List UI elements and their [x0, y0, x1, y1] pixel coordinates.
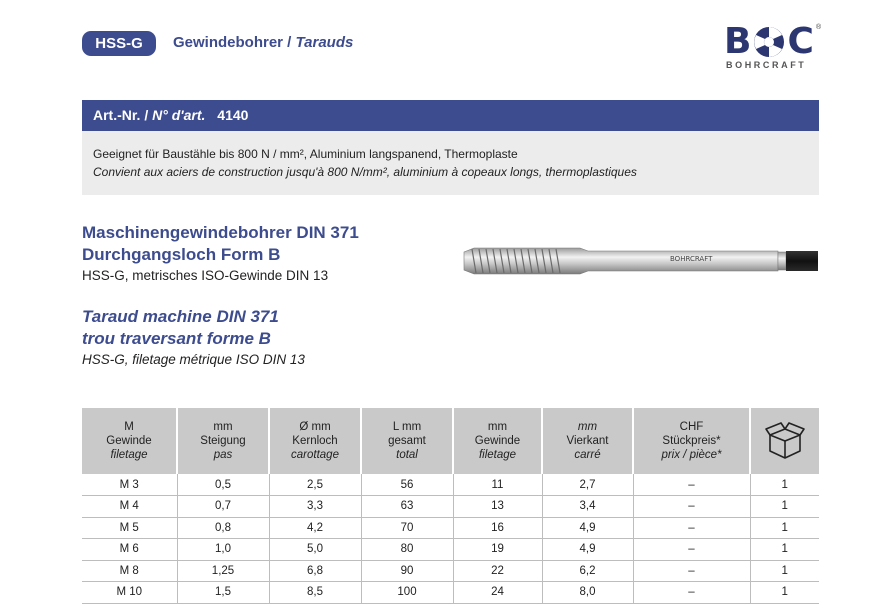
table-row: [82, 474, 819, 496]
cell-thread-size: M 6: [82, 539, 177, 561]
cell-pack-qty: 1: [750, 474, 819, 496]
cell-thread-size: M 4: [82, 496, 177, 518]
cell-total-length: 56: [361, 474, 453, 496]
cell-square: 6,2: [542, 560, 633, 582]
cell-pitch: 1,25: [177, 560, 269, 582]
article-label-de: Art.-Nr. /: [93, 107, 149, 123]
article-label-fr: N° d'art.: [152, 107, 206, 123]
cell-pitch: 1,5: [177, 582, 269, 604]
material-badge: HSS-G: [82, 31, 156, 56]
title-de: Gewindebohrer /: [173, 34, 292, 51]
cell-thread-size: M 3: [82, 474, 177, 496]
header-price: CHF Stückpreis* prix / pièce*: [633, 408, 750, 474]
cell-total-length: 80: [361, 539, 453, 561]
registered-mark: ®: [816, 24, 822, 31]
cell-price: –: [633, 582, 750, 604]
product-title-de: [82, 222, 359, 286]
cell-core-hole: 8,5: [269, 582, 361, 604]
cell-core-hole: 6,8: [269, 560, 361, 582]
product-fr-line2: trou traversant forme B: [82, 329, 271, 348]
description-fr: Convient aux aciers de construction jusqu'à 800 N/mm², aluminium à copeaux longs, thermoplastiques: [93, 165, 637, 179]
product-de-line2: Durchgangsloch Form B: [82, 245, 281, 264]
cell-core-hole: 4,2: [269, 517, 361, 539]
cell-total-length: 63: [361, 496, 453, 518]
cell-square: 2,7: [542, 474, 633, 496]
cell-pitch: 1,0: [177, 539, 269, 561]
header-square: mm Vierkant carré: [542, 408, 633, 474]
cell-thread-length: 22: [453, 560, 542, 582]
cell-thread-size: M 10: [82, 582, 177, 604]
cell-pack-qty: 1: [750, 539, 819, 561]
cell-square: 8,0: [542, 582, 633, 604]
header-thread-size: M Gewinde filetage: [82, 408, 177, 474]
bohrcraft-logo: [724, 22, 824, 74]
table-row: [82, 560, 819, 582]
table-row: [82, 496, 819, 518]
logo-subtitle: BOHRCRAFT: [726, 60, 807, 70]
description-de: Geeignet für Baustähle bis 800 N / mm², Aluminium langspanend, Thermoplaste: [93, 147, 518, 161]
cell-pack-qty: 1: [750, 517, 819, 539]
cell-price: –: [633, 496, 750, 518]
cell-pitch: 0,7: [177, 496, 269, 518]
product-fr-line3: HSS-G, filetage métrique ISO DIN 13: [82, 352, 305, 367]
table-row: [82, 517, 819, 539]
header-pack-qty: [750, 408, 819, 474]
logo-letter-b: B: [724, 21, 752, 62]
cell-pitch: 0,8: [177, 517, 269, 539]
header-total-length: L mm gesamt total: [361, 408, 453, 474]
table-header-row: [82, 408, 819, 474]
cell-thread-length: 24: [453, 582, 542, 604]
cell-price: –: [633, 517, 750, 539]
header-thread-length: mm Gewinde filetage: [453, 408, 542, 474]
cell-total-length: 100: [361, 582, 453, 604]
cell-total-length: 90: [361, 560, 453, 582]
cell-thread-size: M 8: [82, 560, 177, 582]
tap-tool-image: [460, 238, 822, 280]
cell-core-hole: 2,5: [269, 474, 361, 496]
cell-price: –: [633, 560, 750, 582]
specs-table: [82, 408, 819, 604]
cell-pack-qty: 1: [750, 560, 819, 582]
cell-thread-length: 19: [453, 539, 542, 561]
product-de-line3: HSS-G, metrisches ISO-Gewinde DIN 13: [82, 268, 329, 283]
title-fr: Tarauds: [295, 34, 354, 51]
cell-thread-length: 11: [453, 474, 542, 496]
table-row: [82, 539, 819, 561]
cell-thread-length: 13: [453, 496, 542, 518]
cell-core-hole: 5,0: [269, 539, 361, 561]
cell-square: 4,9: [542, 517, 633, 539]
cell-pitch: 0,5: [177, 474, 269, 496]
logo-letter-c: C: [787, 21, 814, 62]
article-number-bar: [82, 100, 819, 131]
product-title-fr: [82, 306, 305, 370]
cell-thread-size: M 5: [82, 517, 177, 539]
cell-thread-length: 16: [453, 517, 542, 539]
tool-label: BOHRCRAFT: [670, 255, 713, 263]
cell-core-hole: 3,3: [269, 496, 361, 518]
cell-pack-qty: 1: [750, 496, 819, 518]
header-pitch: mm Steigung pas: [177, 408, 269, 474]
article-number: 4140: [217, 107, 249, 123]
cell-square: 4,9: [542, 539, 633, 561]
box-icon: [764, 421, 806, 461]
cell-square: 3,4: [542, 496, 633, 518]
cell-pack-qty: 1: [750, 582, 819, 604]
description-box: [82, 131, 819, 195]
product-fr-line1: Taraud machine DIN 371: [82, 307, 279, 326]
page-title: [173, 34, 353, 51]
cell-price: –: [633, 474, 750, 496]
logo-drill-icon: [752, 25, 786, 59]
product-de-line1: Maschinengewindebohrer DIN 371: [82, 223, 359, 242]
cell-total-length: 70: [361, 517, 453, 539]
table-row: [82, 582, 819, 604]
cell-price: –: [633, 539, 750, 561]
header-core-hole: Ø mm Kernloch carottage: [269, 408, 361, 474]
